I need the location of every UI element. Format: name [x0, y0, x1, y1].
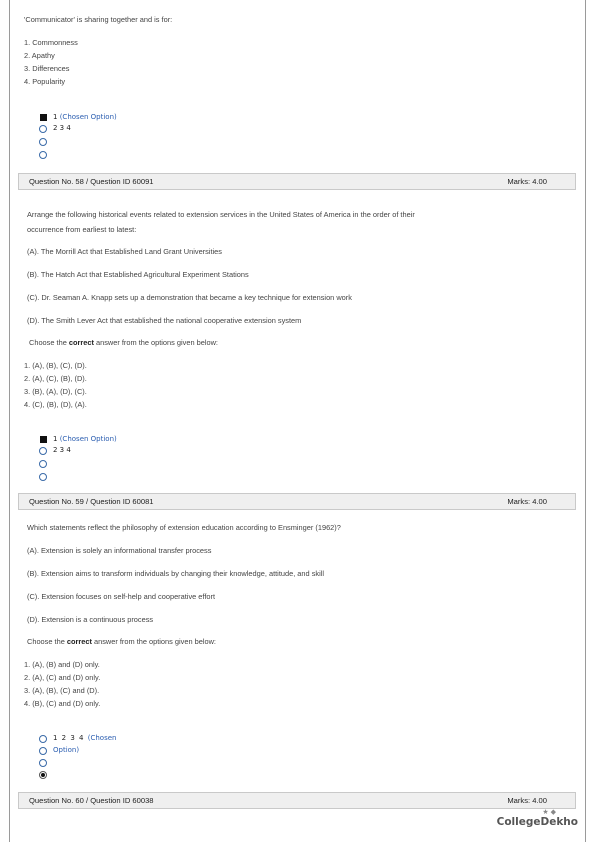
q58-id: Question No. 58 / Question ID 60091 [29, 177, 154, 186]
q58-chosen-marker [40, 436, 47, 443]
q59-stmt-d: (D). Extension is a continuous process [27, 615, 154, 624]
q58-option-1: 1. (A), (B), (C), (D). [24, 361, 87, 370]
q58-marks: Marks: 4.00 [507, 177, 547, 186]
q58-radio-2[interactable] [39, 447, 47, 455]
q58-chosen-label: (Chosen Option) [59, 435, 117, 443]
q57-option-3: 3. Differences [24, 64, 70, 73]
logo-star-icon: ★ ◆ [542, 809, 556, 816]
question-57-frame [9, 0, 586, 168]
q59-stmt-a: (A). Extension is solely an informational transfer process [27, 546, 212, 555]
q57-resp-2: 2 3 4 [53, 124, 71, 132]
q57-option-1: 1. Commonness [24, 38, 78, 47]
q59-resp-1: 1 2 3 4 (Chosen [53, 734, 117, 742]
q59-header [18, 493, 576, 510]
q60-id: Question No. 60 / Question ID 60038 [29, 796, 154, 805]
q59-chosen-label-1: (Chosen [87, 734, 117, 742]
q58-stem-2: occurrence from earliest to latest: [27, 225, 137, 234]
q59-option-3: 3. (A), (B), (C) and (D). [24, 686, 100, 695]
q59-radio-4-selected[interactable] [39, 771, 47, 779]
q60-marks: Marks: 4.00 [507, 796, 547, 805]
q58-resp-2: 2 3 4 [53, 446, 71, 454]
q57-option-2: 2. Apathy [24, 51, 55, 60]
q58-option-4: 4. (C), (B), (D), (A). [24, 400, 87, 409]
q58-radio-4[interactable] [39, 473, 47, 481]
q57-resp-1: 1 (Chosen Option) [53, 113, 117, 121]
q59-marks: Marks: 4.00 [507, 497, 547, 506]
q58-stem-1: Arrange the following historical events related to extension services in the United States of America in the order of their [27, 210, 415, 219]
q58-stmt-b: (B). The Hatch Act that Established Agricultural Experiment Stations [27, 270, 249, 279]
q59-radio-1[interactable] [39, 735, 47, 743]
q57-radio-4[interactable] [39, 151, 47, 159]
q60-header [18, 792, 576, 809]
q59-chosen-label-2: Option) [53, 746, 80, 754]
q57-chosen-marker [40, 114, 47, 121]
q58-stmt-c: (C). Dr. Seaman A. Knapp sets up a demonstration that became a key technique for extension work [27, 293, 352, 302]
q59-stem: Which statements reflect the philosophy of extension education according to Ensminger (1962)? [27, 523, 341, 532]
q59-id: Question No. 59 / Question ID 60081 [29, 497, 154, 506]
q58-option-3: 3. (B), (A), (D), (C). [24, 387, 87, 396]
q59-option-4: 4. (B), (C) and (D) only. [24, 699, 101, 708]
q58-radio-3[interactable] [39, 460, 47, 468]
q59-option-1: 1. (A), (B) and (D) only. [24, 660, 100, 669]
q59-choose: Choose the correct answer from the options given below: [27, 637, 216, 646]
q57-option-4: 4. Popularity [24, 77, 66, 86]
q58-option-2: 2. (A), (C), (B), (D). [24, 374, 87, 383]
q58-stmt-a: (A). The Morrill Act that Established Land Grant Universities [27, 247, 222, 256]
q59-radio-2[interactable] [39, 747, 47, 755]
q58-header [18, 173, 576, 190]
q59-stmt-c: (C). Extension focuses on self-help and cooperative effort [27, 592, 216, 601]
q58-resp-1: 1 (Chosen Option) [53, 435, 117, 443]
q59-stmt-b: (B). Extension aims to transform individuals by changing their knowledge, attitude, and skill [27, 569, 325, 578]
q59-option-2: 2. (A), (C) and (D) only. [24, 673, 101, 682]
q57-stem: 'Communicator' is sharing together and is for: [24, 15, 173, 24]
q57-radio-3[interactable] [39, 138, 47, 146]
q57-chosen-label: (Chosen Option) [59, 113, 117, 121]
q57-radio-2[interactable] [39, 125, 47, 133]
q59-radio-3[interactable] [39, 759, 47, 767]
collegedekho-logo: CollegeDekho [496, 816, 578, 828]
q58-choose: Choose the correct answer from the options given below: [29, 338, 218, 347]
q58-stmt-d: (D). The Smith Lever Act that established the national cooperative extension system [27, 316, 302, 325]
